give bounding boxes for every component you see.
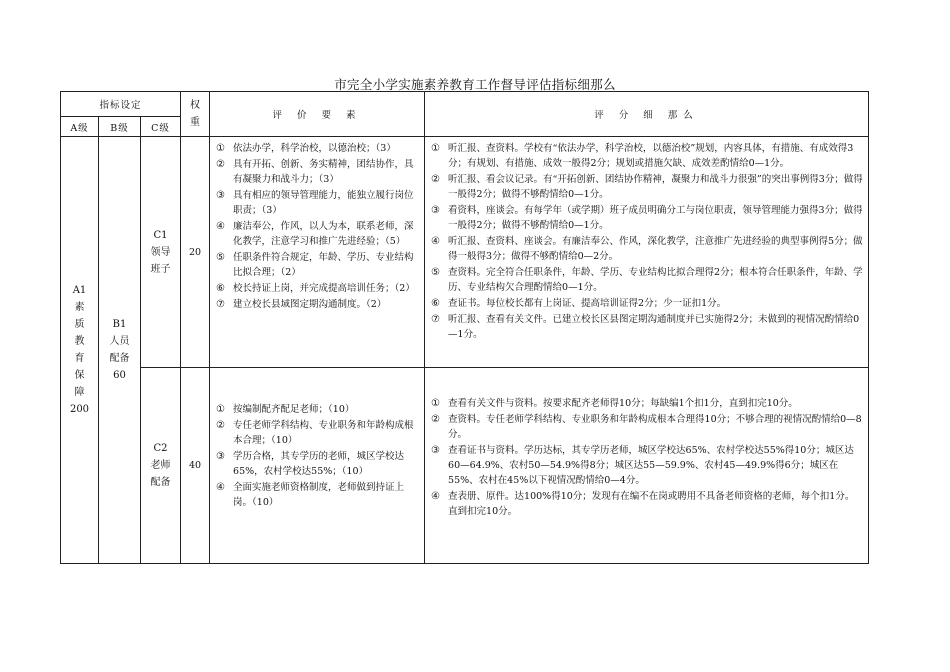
c1-label: C1 领导 班子 — [150, 229, 171, 275]
c2-element-item-text: 学历合格，其专学历的老师，城区学校达65%，农村学校达55%；（10） — [233, 451, 405, 477]
c2-element-item-text: 按编制配齐配足老师；（10） — [233, 404, 355, 415]
c1-detail-item — [431, 172, 863, 202]
c1-detail-item-text: 听汇报、查资料。学校有“依法办学，科学治校，以德治校”规划，内容具体，有措施、有成效得3分；有规划、有措施、成效一般得2分；规划或措施欠缺、成效差酌情给0—1分。 — [448, 143, 854, 169]
c1-element-item — [216, 297, 419, 312]
c1-detail-item — [431, 296, 863, 311]
c1-detail-item-number: ① — [431, 143, 440, 154]
c2-element-item-text: 专任老师学科结构、专业职务和年龄构成根本合理；（10） — [233, 420, 414, 446]
c1-element-item-number: ① — [216, 143, 225, 154]
c1-cell — [141, 137, 181, 368]
c1-element-item-number: ⑤ — [216, 252, 225, 263]
evaluation-table — [60, 91, 869, 564]
header-weight-text: 权 重 — [190, 100, 201, 128]
c1-detail-item-text: 听汇报、查看有关文件。已建立校长区县图定期沟通制度并已实施得2分；未做到的视情况酌情给0—1分。 — [448, 314, 860, 340]
c2-element-item-number: ③ — [216, 451, 225, 462]
c2-elements-list — [216, 402, 419, 510]
c2-detail-item-number: ② — [431, 414, 440, 425]
c1-element-item-number: ⑦ — [216, 299, 225, 310]
c1-element-item-text: 校长持证上岗，并完成提高培训任务；（2） — [233, 283, 415, 294]
c1-element-item-text: 具有相应的领导管理能力，能独立履行岗位职责；（3） — [233, 190, 414, 216]
c2-element-item — [216, 480, 419, 510]
c2-detail-item-text: 查资料。专任老师学科结构、专业职务和年龄构成根本合理得10分；不够合理的视情况酌情给0—8分。 — [448, 414, 862, 440]
a1-label: A1 素 质 教 育 保 障 200 — [69, 285, 90, 415]
c1-element-item — [216, 157, 419, 187]
c1-elements-list — [216, 141, 419, 312]
header-eval-elements: 评 价 要 素 — [210, 92, 425, 137]
c2-detail-item — [431, 396, 863, 411]
c1-element-item — [216, 281, 419, 296]
c2-element-item-text: 全面实施老师资格制度，老师做到持证上岗。（10） — [233, 482, 405, 508]
document-title: 市完全小学实施素养教育工作督导评估指标细那么 — [334, 77, 616, 92]
c1-detail-item — [431, 203, 863, 233]
c1-detail-item-number: ⑥ — [431, 298, 440, 309]
header-level-a: A级 — [61, 117, 99, 137]
c1-element-item — [216, 219, 419, 249]
c1-element-item-text: 具有开拓、创新、务实精神，团结协作，具有凝聚力和战斗力；（3） — [233, 159, 414, 185]
c1-element-item-number: ③ — [216, 190, 225, 201]
header-level-b: B级 — [99, 117, 141, 137]
b1-cell — [99, 137, 141, 564]
c1-element-item-text: 任职条件符合规定，年龄、学历、专业结构比拟合理；（2） — [233, 252, 414, 278]
c2-detail-item-number: ④ — [431, 491, 440, 502]
c1-element-item-number: ⑥ — [216, 283, 225, 294]
c2-element-item — [216, 418, 419, 448]
c2-element-item-number: ④ — [216, 482, 225, 493]
c2-cell — [141, 368, 181, 564]
c1-detail-item-text: 查资料。完全符合任职条件，年龄、学历、专业结构比拟合理得2分；根本符合任职条件，年龄、学历、专业结构欠合理酌情给0—1分。 — [448, 267, 863, 293]
c1-detail-item-text: 听汇报、看会议记录。有“开拓创新、团结协作精神，凝聚力和战斗力很强”的突出事例得3分；做得一般得2分；做得不够酌情给0—1分。 — [448, 174, 863, 200]
c1-detail-item — [431, 265, 863, 295]
c2-detail-item-number: ① — [431, 398, 440, 409]
c1-detail-item-number: ④ — [431, 236, 440, 247]
c1-details — [425, 137, 869, 368]
c2-label: C2 老师 配备 — [150, 443, 171, 488]
c1-detail-item — [431, 312, 863, 342]
c1-element-item-number: ② — [216, 159, 225, 170]
c1-detail-item-text: 听汇报、查资料、座谈会。有廉洁奉公、作风，深化教学，注意推广先进经验的典型事例得5分；做得一般得3分；做得不够酌情给0—2分。 — [448, 236, 863, 262]
c2-detail-item — [431, 489, 863, 519]
c1-element-item-number: ④ — [216, 221, 225, 232]
c1-detail-item-number: ⑤ — [431, 267, 440, 278]
header-scoring-details: 评 分 细 那么 — [425, 92, 869, 137]
c1-detail-item-number: ② — [431, 174, 440, 185]
c2-element-item — [216, 402, 419, 417]
c2-element-item — [216, 449, 419, 479]
c2-detail-item-text: 查看有关文件与资料。按要求配齐老师得10分；每缺编1个扣1分，直到扣完10分。 — [448, 398, 798, 409]
c2-weight: 40 — [181, 368, 210, 564]
c2-elements — [210, 368, 425, 564]
c2-detail-item — [431, 412, 863, 442]
c1-element-item-text: 廉洁奉公，作风，以人为本，联系老师，深化教学，注意学习和推广先进经验；（5） — [233, 221, 414, 247]
c1-weight: 20 — [181, 137, 210, 368]
c2-details-list — [431, 396, 863, 519]
c2-details — [425, 368, 869, 564]
c1-element-item-text: 依法办学，科学治校，以德治校；（3） — [233, 143, 396, 154]
c1-detail-item-text: 看资料，座谈会。有每学年（或学期）班子成员明确分工与岗位职责，领导管理能力强得3分；做得一般得2分；做得不够酌情给0—1分。 — [448, 205, 863, 231]
header-level-c: C级 — [141, 117, 181, 137]
c1-detail-item-number: ③ — [431, 205, 440, 216]
c1-element-item — [216, 250, 419, 280]
c2-detail-item-number: ③ — [431, 445, 440, 456]
c1-detail-item-number: ⑦ — [431, 314, 440, 325]
c2-detail-item-text: 查看证书与资料。学历达标，其专学历老师，城区学校达65%、农村学校达55%得10分；城区达60—64.9%、农村50—54.9%得8分；城区达55—59.9%、农村45—49.9%得6分；城区在55%、农村在45%以下视情况酌情给0—4分。 — [448, 445, 854, 486]
b1-label: B1 人员 配备 60 — [109, 319, 130, 381]
c1-detail-item — [431, 141, 863, 171]
c1-element-item-text: 建立校长县域图定期沟通制度。（2） — [233, 299, 387, 310]
header-indicator-setting: 指标设定 — [61, 92, 181, 117]
c2-detail-item-text: 查表册、原件。达100%得10分；发现有在编不在岗或聘用不具备老师资格的老师，每个扣1分。直到扣完10分。 — [448, 491, 855, 517]
c1-details-list — [431, 141, 863, 342]
a1-cell — [61, 137, 99, 564]
c1-detail-item-text: 查证书。每位校长都有上岗证、提高培训证得2分；少一证扣1分。 — [448, 298, 727, 309]
c2-element-item-number: ① — [216, 404, 225, 415]
c2-element-item-number: ② — [216, 420, 225, 431]
c2-detail-item — [431, 443, 863, 488]
c1-element-item — [216, 141, 419, 156]
c1-element-item — [216, 188, 419, 218]
header-weight — [181, 92, 210, 137]
c1-elements — [210, 137, 425, 368]
c1-detail-item — [431, 234, 863, 264]
